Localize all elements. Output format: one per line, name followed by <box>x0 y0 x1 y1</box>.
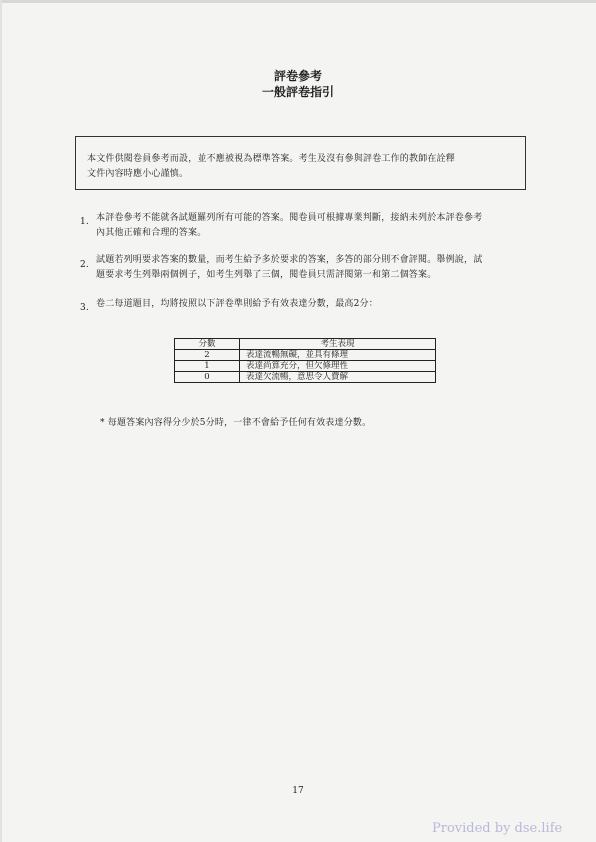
table-cell-score: 2 <box>175 350 240 361</box>
table-row <box>175 350 436 361</box>
guideline-item-3 <box>0 297 596 313</box>
item-number: 2. <box>80 260 89 270</box>
page-number: 17 <box>292 786 304 796</box>
table-cell-performance: 表達尚算充分，但欠條理性 <box>240 361 436 372</box>
footnote: * 每題答案內容得分少於5分時，一律不會給予任何有效表達分數。 <box>100 418 372 428</box>
table-row <box>175 361 436 372</box>
document-subtitle: 一般評卷指引 <box>261 85 334 99</box>
document-title: 評卷參考 <box>273 69 322 83</box>
table-cell-performance: 表達流暢無礙，並具有條理 <box>240 350 436 361</box>
table-cell-performance: 表達欠流暢，意思令人費解 <box>240 372 436 383</box>
guideline-item-1 <box>0 211 596 241</box>
item-number: 3. <box>80 303 89 313</box>
watermark: Provided by dse.life <box>432 821 563 836</box>
table-cell-score: 0 <box>175 372 240 383</box>
item-line: 卷二每道題目，均將按照以下評卷準則給予有效表達分數，最高2分： <box>96 299 378 309</box>
notice-line: 文件內容時應小心謹慎。 <box>87 169 189 179</box>
table-cell-score: 1 <box>175 361 240 372</box>
item-number: 1. <box>80 217 89 227</box>
notice-line: 本文件供閱卷員參考而設，並不應被視為標準答案。考生及沒有參與評卷工作的教師在詮釋 <box>87 154 456 164</box>
table-row <box>175 372 436 383</box>
item-line: 本評卷參考不能就各試題羅列所有可能的答案。閱卷員可根據專業判斷，接納未列於本評卷參考 <box>96 213 483 223</box>
notice-box <box>75 136 526 190</box>
table-header-performance: 考生表現 <box>240 339 436 350</box>
score-table <box>174 338 436 383</box>
page-edge-left <box>0 0 2 842</box>
guideline-item-2 <box>0 253 596 283</box>
table-header-row <box>175 339 436 350</box>
table-header-score: 分數 <box>175 339 240 350</box>
item-line: 題要求考生列舉兩個例子，如考生列舉了三個，閱卷員只需評閱第一和第二個答案。 <box>96 270 437 280</box>
item-line: 內其他正確和合理的答案。 <box>96 228 207 238</box>
page-edge <box>0 0 596 3</box>
item-line: 試題若列明要求答案的數量，而考生給予多於要求的答案，多答的部分則不會評閱。舉例說，試 <box>96 255 483 265</box>
